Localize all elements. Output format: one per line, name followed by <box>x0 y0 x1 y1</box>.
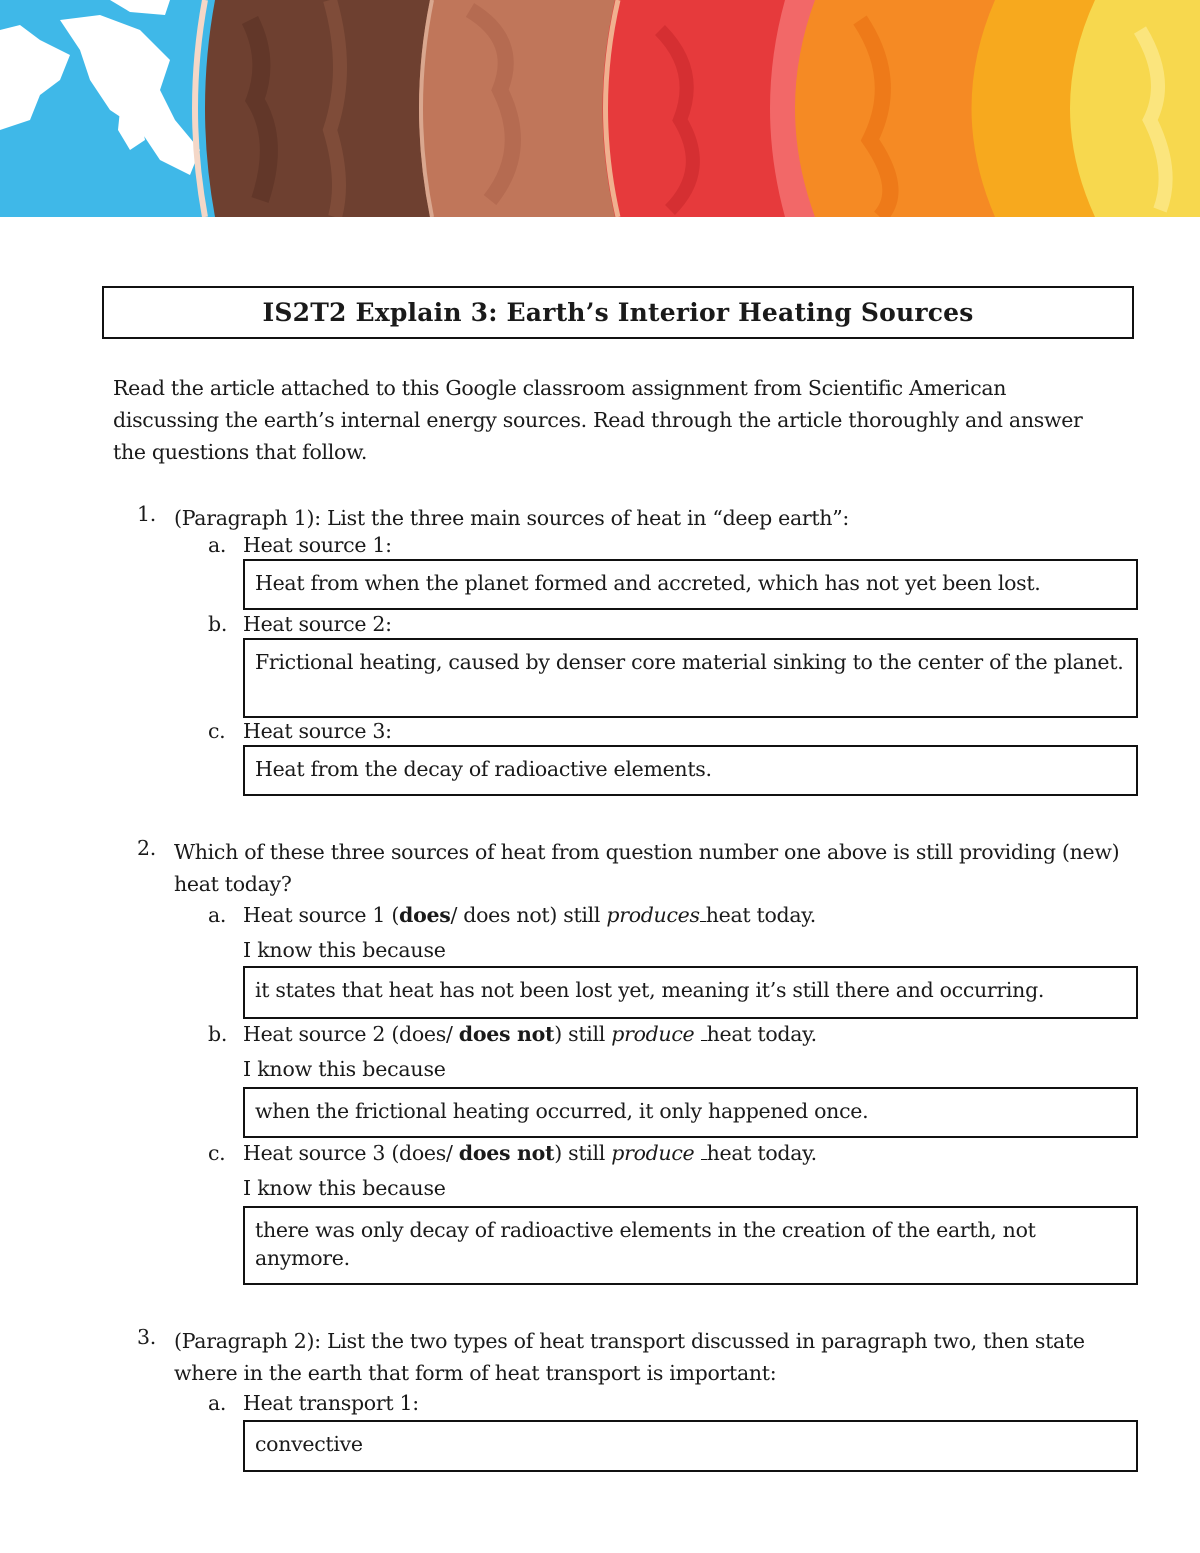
item-letter: a. <box>208 533 227 557</box>
answer-box-q2c[interactable]: there was only decay of radioactive elements in the creation of the earth, not anymore. <box>243 1206 1138 1285</box>
item-statement <box>243 1022 817 1046</box>
answer-box-q2b[interactable]: when the frictional heating occurred, it only happened once. <box>243 1087 1138 1138</box>
statement-verb: produce <box>611 1141 695 1165</box>
worksheet-title-text: IS2T2 Explain 3: Earth’s Interior Heating Sources <box>262 298 974 327</box>
statement-verb: produces <box>606 903 700 927</box>
option-does-not-selected: does not <box>458 1022 555 1046</box>
statement-prefix: Heat source 3 ( <box>243 1141 400 1165</box>
option-does-not-selected: does not <box>458 1141 555 1165</box>
option-does: does <box>399 1141 446 1165</box>
option-separator: / <box>445 1022 459 1046</box>
know-because-label: I know this because <box>243 938 446 962</box>
statement-middle: ) still <box>554 1022 612 1046</box>
item-letter: c. <box>208 719 226 743</box>
question-text: (Paragraph 1): List the three main sources of heat in “deep earth”: <box>174 506 849 530</box>
answer-box-q1b[interactable]: Frictional heating, caused by denser core material sinking to the center of the planet. <box>243 638 1138 718</box>
answer-box-q2a[interactable]: it states that heat has not been lost yet, meaning it’s still there and occurring. <box>243 966 1138 1019</box>
statement-suffix: heat today. <box>706 1141 817 1165</box>
option-does: does <box>399 1022 446 1046</box>
statement-suffix: heat today. <box>705 903 817 927</box>
crust-layer <box>205 0 440 217</box>
item-statement <box>243 1141 817 1165</box>
option-separator: / <box>450 903 464 927</box>
item-letter: c. <box>208 1141 226 1165</box>
answer-box-q1c[interactable]: Heat from the decay of radioactive elements. <box>243 745 1138 796</box>
statement-prefix: Heat source 2 ( <box>243 1022 400 1046</box>
inner-core-center <box>1070 0 1200 217</box>
item-letter: a. <box>208 1391 227 1415</box>
question-text: (Paragraph 2): List the two types of heat transport discussed in paragraph two, then state where in the earth that form of heat transport is important: <box>174 1329 1085 1385</box>
item-label: Heat transport 1: <box>243 1391 419 1415</box>
earth-layers-banner <box>0 0 1200 217</box>
statement-suffix: heat today. <box>706 1022 817 1046</box>
option-does-not: does not <box>463 903 550 927</box>
item-label: Heat source 2: <box>243 612 392 636</box>
statement-verb: produce <box>611 1022 695 1046</box>
question-number: 2. <box>137 836 156 860</box>
know-because-label: I know this because <box>243 1176 446 1200</box>
item-statement <box>243 903 816 927</box>
intro-paragraph: Read the article attached to this Google classroom assignment from Scientific American discussing the earth’s internal energy sources. Read through the article thoroughly and answer the questions that follow. <box>113 376 1083 464</box>
question-number: 3. <box>137 1325 156 1349</box>
option-does-selected: does <box>399 903 451 927</box>
question-number: 1. <box>137 502 156 526</box>
item-letter: b. <box>208 1022 228 1046</box>
crust-layer <box>419 0 625 217</box>
item-letter: a. <box>208 903 227 927</box>
worksheet-title <box>102 286 1134 339</box>
item-letter: b. <box>208 612 228 636</box>
option-separator: / <box>445 1141 459 1165</box>
question-text: Which of these three sources of heat from question number one above is still providing (new) heat today? <box>174 840 1120 896</box>
item-label: Heat source 1: <box>243 533 392 557</box>
item-label: Heat source 3: <box>243 719 392 743</box>
statement-middle: ) still <box>549 903 607 927</box>
know-because-label: I know this because <box>243 1057 446 1081</box>
answer-box-q3a[interactable]: convective <box>243 1420 1138 1472</box>
statement-prefix: Heat source 1 ( <box>243 903 400 927</box>
earth-layers-illustration <box>0 0 1200 217</box>
statement-middle: ) still <box>554 1141 612 1165</box>
answer-box-q1a[interactable]: Heat from when the planet formed and accreted, which has not yet been lost. <box>243 559 1138 610</box>
